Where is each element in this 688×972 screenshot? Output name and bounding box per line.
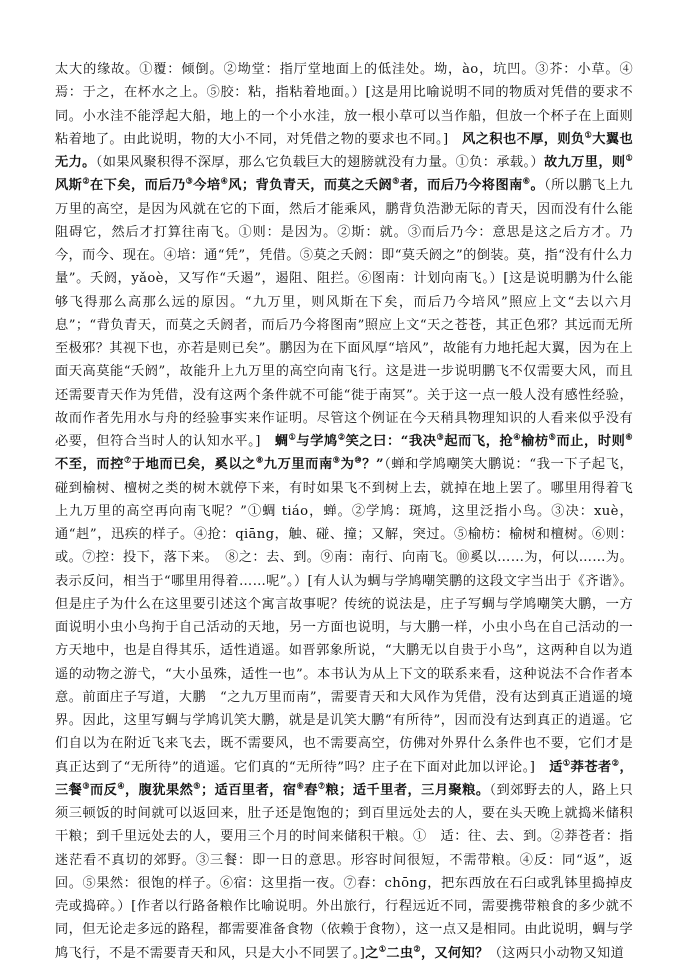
source-text-segment: 风之积也不厚，则负 (462, 131, 585, 147)
source-text-segment: 为 (340, 457, 355, 473)
annotation-text-segment: （这两只小动物又知道 (488, 945, 625, 961)
source-text-segment: ，腹犹果然 (124, 782, 194, 798)
footnote-marker: ① (584, 129, 593, 140)
source-text-segment: 蜩 (274, 434, 289, 449)
source-text-segment: 二虫 (386, 945, 414, 961)
source-text-segment: 九万里而南 (263, 457, 333, 473)
source-text-segment: 舂 (304, 782, 318, 798)
footnote-marker: ① (378, 943, 387, 954)
source-text-segment: 。 (530, 178, 545, 194)
source-text-segment: 于地而已矣，奚以之 (131, 457, 256, 473)
annotation-text-segment: 太大的缘故。①覆：倾倒。②坳堂：指厅堂地面上的低洼处。坳，ào，坑凹。③芥：小草。④焉：于之，在杯水之上。⑤胶：粘，指粘着地面。）[这是用比喻说明不同的物质对凭借的要求不同。小水洼不能浮起大船，地上的一个小水洼，放一根小草可以当作船，但放一个杯子在上面则粘着地了。由此说明，物的大小不同，对凭借之物的要求也不同。] (55, 62, 633, 147)
source-text-segment: 而反 (89, 782, 118, 798)
footnote-marker: ② (413, 943, 421, 954)
footnote-marker: ⑦ (124, 454, 132, 465)
footnote-marker: ② (82, 175, 90, 186)
source-text-segment: 今培 (193, 178, 221, 194)
footnote-marker: ⑧ (255, 454, 264, 465)
footnote-marker: ③ (185, 175, 194, 186)
source-text-segment: 大翼也无力。 (55, 131, 633, 170)
footnote-marker: ③ (436, 431, 445, 442)
footnote-marker: ① (288, 431, 297, 442)
footnote-marker: ④ (220, 175, 229, 186)
source-text-segment: 在下矣，而后乃 (89, 178, 186, 194)
footnote-marker: ① (562, 757, 571, 768)
annotation-text-segment: （到郊野去的人，路上只须三顿饭的时间就可以返回来，肚子还是饱饱的；到百里远处去的人，要在头天晚上就捣米储积干粮；到千里远处去的人，要用三个月的时间来储积干粮。① 适：往、去、到。②莽苍者：指迷茫看不真切的郊野。③三餐：即一日的意思。形容时间很短，不需带粮。④反：同“返”，返回。⑤果然：很饱的样子。⑥宿：这里指一夜。⑦舂：chōng，把东西放在石臼或乳钵里捣掉皮壳或捣碎。）[作者以行路备粮作比喻说明。外出旅行，行程远近不同，需要携带粮食的多少就不同，但无论走多远的路程，都需要准备食物（依赖于食物），这一点又是相同。由此说明，蜩与学鸠飞行，不是不需要青天和风，只是大小不同罢了。] (55, 782, 634, 961)
footnote-marker: ② (611, 757, 620, 768)
annotation-text-segment: （蝉和学鸠嘲笑大鹏说：“我一下子起飞，碰到榆树、檀树之类的树木就停下来，有时如果飞不到树上去，就掉在地上罢了。哪里用得着飞上九万里的高空再向南飞呢？”①蜩 tiáo，蝉。②学鸠：斑鸠，这里泛指小鸟。③决：xuè，通“赳”，迅疾的样子。④抢：qiāng，触、碰、撞；又解，突过。⑤榆枋：榆树和檀树。⑥则：或。⑦控：投下，落下来。 ⑧之：去、到。⑨南：南行、向南飞。⑩奚以……为，何以……为。表示反问，相当于“哪里用得着……呢”。）[有人认为蜩与学鸠嘲笑鹏的这段文字当出于《齐谐》。但是庄子为什么在这里要引述这个寓言故事呢？传统的说法是，庄子写蜩与学鸠嘲笑大鹏，一方面说明小虫小鸟拘于自己活动的天地，另一方面也说明，与大鹏一样，小虫小鸟在自己活动的一方天地中，也是自得其乐，适性逍遥。如晋郭象所说，“大鹏无以自贵于小鸟”，这两种自以为逍遥的动物之游弋，“大小虽殊，适性一也”。本书认为从上下文的联系来看，这种说法不合作者本意。前面庄子写道，大鹏 “之九万里而南”，需要青天和大风作为凭借，没有达到真正逍遥的境界。因此，这里写蜩与学鸠讥笑大鹏，就是是讥笑大鹏“有所待”，因而没有达到真正的逍遥。它们自以为在附近飞来飞去，既不需要风，也不需要高空，仿佛对外界什么条件也不要，它们才是真正达到了“无所待”的逍遥。它们真的“无所待”吗？庄子在下面对此加以评论。] (55, 457, 634, 775)
footnote-marker: ⑥ (522, 175, 531, 186)
source-text-segment: 粮；适千里者，三月聚粮。 (325, 782, 490, 798)
source-text-segment: 而止，时则 (556, 434, 626, 449)
source-text-segment: ；适百里者，宿 (200, 782, 297, 798)
source-text-segment: ？” (362, 457, 384, 473)
annotation-text-segment: （所以鹏飞上九万里的高空，是因为风就在它的下面，然后才能乘风，鹏背负浩渺无际的青天，因而没有什么能阻碍它，然后才打算往南飞。①则：是因为。②斯：就。③而后乃今：意思是这之后方才。乃今，而今、现在。④培：通“凭”，凭借。⑤莫之夭阏：即“莫夭阏之”的倒装。莫，指“没有什么力量”。夭阏，yǎoè，又写作“夭遏”，遏阻、阻拦。⑥图南：计划向南飞。）[这是说明鹏为什么能够飞得那么高那么远的原因。“九万里，则风斯在下矣，而后乃今培风”照应上文“去以六月息”；“背负青天，而莫之夭阏者，而后乃今将图南”照应上文“天之苍苍，其正色邪？其远而无所至极邪？其视下也，亦若是则已矣”。鹏因为在下面风厚“培风”，故能有力地托起大翼，因为在上面天高莫能“夭阏”，故能升上九万里的高空向南飞行。这是进一步说明鹏飞不仅需要大风，而且还需要青天作为凭借，没有这两个条件就不可能“徙于南冥”。关于这一点一般人没有感性经验，故而作者先用水与舟的经验事实来作证明。尽管这个例证在今天稍具物理知识的人看来似乎没有必要，但符合当时人的认知水平。] (55, 178, 634, 449)
body-paragraph (55, 58, 633, 965)
source-text-segment: 故九万里，则 (544, 155, 626, 170)
source-text-segment: 风；背负青天，而莫之夭阏 (228, 178, 393, 194)
footnote-marker: ⑥ (296, 780, 305, 791)
source-text-segment: 起而飞，抢 (444, 434, 514, 449)
footnote-marker: ① (625, 152, 634, 163)
footnote-marker: ⑨ (332, 454, 341, 465)
annotation-text-segment: （如果风聚积得不深厚，那么它负载巨大的翅膀就没有力量。①负：承载。） (95, 155, 545, 170)
footnote-marker: ⑥ (625, 431, 633, 442)
footnote-marker: ④ (117, 780, 125, 791)
source-text-segment: 者，而后乃今将图南 (399, 178, 523, 194)
footnote-marker: ③ (82, 780, 90, 791)
source-text-segment: ，三餐 (55, 759, 633, 798)
footnote-marker: ⑩ (354, 454, 363, 465)
source-text-segment: 与学鸠 (296, 434, 338, 449)
source-text-segment: 榆枋 (521, 434, 549, 449)
footnote-marker: ⑦ (317, 780, 326, 791)
source-text-segment: 笑之曰：“我决 (345, 434, 437, 449)
source-text-segment: 风斯 (55, 178, 83, 194)
footnote-marker: ④ (513, 431, 522, 442)
source-text-segment: 适 (549, 759, 563, 775)
source-text-segment: 莽苍者 (570, 759, 612, 775)
footnote-marker: ② (337, 431, 346, 442)
source-text-segment: ，又何知？ (420, 945, 489, 961)
source-text-segment: 不至，而控 (55, 457, 124, 473)
footnote-marker: ⑤ (548, 431, 557, 442)
source-text-segment: 之 (365, 945, 379, 961)
footnote-marker: ⑤ (193, 780, 201, 791)
footnote-marker: ⑤ (392, 175, 400, 186)
